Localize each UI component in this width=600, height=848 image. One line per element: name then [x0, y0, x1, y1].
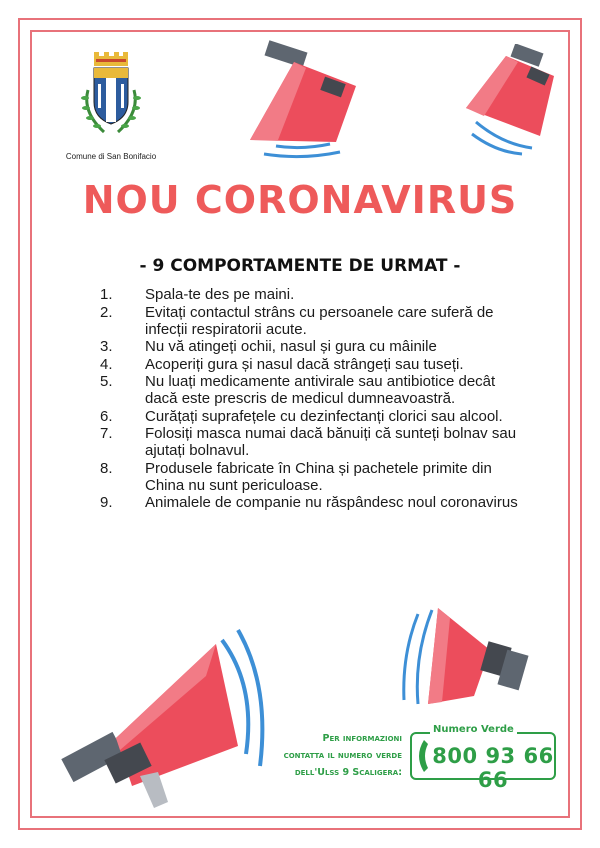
- list-text: Nu luați medicamente antivirale sau antibiotice decât dacă este prescris de medicul dumneavoastră.: [145, 373, 496, 407]
- info-text: [262, 730, 402, 781]
- info-line: dell'Ulss 9 Scaligera:: [294, 767, 402, 778]
- list-text: Produsele fabricate în China și pachetele primite din China nu sunt periculoase.: [145, 459, 492, 494]
- list-item: [100, 356, 520, 373]
- list-item: [100, 338, 520, 355]
- megaphone-icon: [388, 604, 538, 712]
- megaphone-icon: [236, 40, 386, 160]
- info-line: contatta il numero verde: [283, 750, 402, 761]
- list-item: [100, 494, 520, 511]
- list-item: [100, 408, 520, 425]
- info-line: Per informazioni: [322, 733, 402, 744]
- list-number: 3.: [100, 338, 113, 355]
- list-text: Animalele de companie nu răspândesc noul coronavirus: [145, 494, 518, 511]
- megaphone-icon: [56, 626, 270, 816]
- toll-free-label: Numero Verde: [430, 724, 517, 735]
- telephone-handset-icon: [412, 738, 430, 774]
- list-item: [100, 425, 520, 459]
- list-number: 1.: [100, 286, 113, 303]
- list-item: [100, 304, 520, 338]
- list-item: [100, 460, 520, 494]
- list-text: Curățați suprafețele cu dezinfectanți clorici sau alcool.: [145, 407, 503, 425]
- list-text: Nu vă atingeți ochii, nasul și gura cu mâinile: [145, 338, 437, 355]
- toll-free-number[interactable]: 800 93 66 66: [432, 744, 554, 792]
- rules-list: [100, 286, 520, 512]
- municipality-name: Comune di San Bonifacio: [65, 152, 157, 161]
- list-text: Spala-te des pe maini.: [145, 286, 295, 303]
- municipal-crest-icon: [74, 50, 148, 142]
- list-number: 9.: [100, 494, 113, 511]
- list-number: 4.: [100, 355, 113, 373]
- list-number: 7.: [100, 425, 113, 442]
- list-item: [100, 286, 520, 303]
- list-number: 6.: [100, 407, 113, 425]
- list-text: Evitați contactul strâns cu persoanele care suferă de infecții respiratorii acute.: [145, 303, 494, 338]
- list-number: 2.: [100, 303, 113, 321]
- list-number: 8.: [100, 459, 113, 477]
- list-text: Folosiți masca numai dacă bănuiți că sunteți bolnav sau ajutați bolnavul.: [145, 425, 517, 459]
- page-subtitle: - 9 COMPORTAMENTE DE URMAT -: [139, 256, 461, 276]
- list-number: 5.: [100, 373, 113, 390]
- megaphone-icon: [462, 44, 572, 156]
- list-text: Acoperiți gura și nasul dacă strângeți sau tuseți.: [145, 355, 464, 373]
- list-item: [100, 373, 520, 407]
- page-title: NOU CORONAVIRUS: [82, 178, 518, 222]
